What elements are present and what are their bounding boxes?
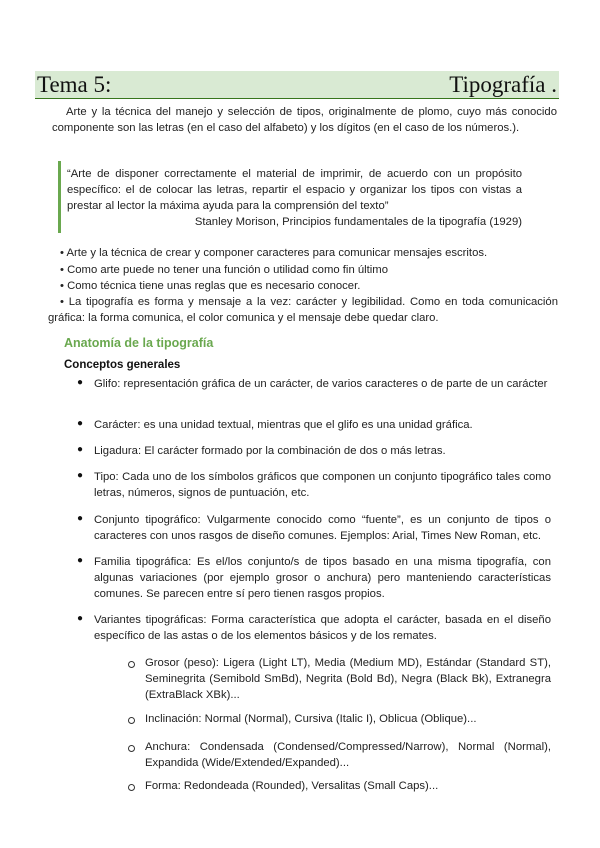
title-topic-name: Tipografía . [449,72,557,97]
section-heading: Anatomía de la tipografía [64,336,214,350]
bullet-dot-icon: ● [77,513,84,524]
variant-item: Inclinación: Normal (Normal), Cursiva (Italic I), Oblicua (Oblique)... [145,713,477,725]
bullet-dot-icon: ● [77,377,84,388]
title-bar [35,71,559,99]
bullet-item: • Como técnica tiene unas reglas que es necesario conocer. [60,280,361,292]
concept-item: Variantes tipográficas: Forma característica que adopta el carácter, basada en el diseño específico de las astas o de los elementos básicos y de los remates. [94,614,551,642]
bullet-item: • La tipografía es forma y mensaje a la vez: carácter y legibilidad. Como en toda comunicación gráfica: la forma comunica, el color comunica y el mensaje debe quedar claro. [48,296,558,324]
concept-item: Glifo: representación gráfica de un carácter, de varios caracteres o de parte de un carácter [94,378,548,390]
concept-item: Ligadura: El carácter formado por la combinación de dos o más letras. [94,445,446,457]
variant-item: Anchura: Condensada (Condensed/Compressed/Narrow), Normal (Normal), Expandida (Wide/Extended/Expanded)... [145,741,551,769]
quote-bar [58,161,61,233]
intro-paragraph: Arte y la técnica del manejo y selección de tipos, originalmente de plomo, cuyo más conocido componente son las letras (en el caso del alfabeto) y los dígitos (en el caso de los números.). [52,106,557,134]
circle-bullet-icon [128,717,135,724]
concept-item: Familia tipográfica: Es el/los conjunto/s de tipos basado en una misma tipografía, con algunas variaciones (por ejemplo grosor o anchura) pero manteniendo características comunes. Se parecen entre sí pero tienen rasgos propios. [94,556,551,600]
concept-item: Tipo: Cada uno de los símbolos gráficos que componen un conjunto tipográfico tales como letras, números, signos de puntuación, etc. [94,471,551,499]
quote-attribution: Stanley Morison, Principios fundamentales de la tipografía (1929) [194,216,522,228]
circle-bullet-icon [128,661,135,668]
bullet-dot-icon: ● [77,418,84,429]
bullet-dot-icon: ● [77,555,84,566]
bullet-item: • Como arte puede no tener una función o utilidad como fin último [60,264,388,276]
circle-bullet-icon [128,784,135,791]
title-topic-number: Tema 5: [37,72,112,97]
variant-item: Forma: Redondeada (Rounded), Versalitas (Small Caps)... [145,780,439,792]
bullet-dot-icon: ● [77,470,84,481]
circle-bullet-icon [128,745,135,752]
bullet-dot-icon: ● [77,613,84,624]
concept-item: Conjunto tipográfico: Vulgarmente conocido como “fuente”, es un conjunto de tipos o caracteres con unos rasgos de diseño comunes. Ejemplos: Arial, Times New Roman, etc. [94,514,551,542]
variant-item: Grosor (peso): Ligera (Light LT), Media (Medium MD), Estándar (Standard ST), Seminegrita (Semibold SmBd), Negrita (Bold Bd), Negra (Black Bk), Extranegra (ExtraBlack XBk)... [145,657,551,701]
bullet-dot-icon: ● [77,444,84,455]
sub-heading: Conceptos generales [64,359,181,371]
bullet-item: • Arte y la técnica de crear y componer caracteres para comunicar mensajes escritos. [60,247,488,259]
quote-text: “Arte de disponer correctamente el material de imprimir, de acuerdo con un propósito específico: el de colocar las letras, repartir el espacio y organizar los tipos con vistas a prestar al lector la máxima ayuda para la comprensión del texto” [67,168,522,212]
concept-item: Carácter: es una unidad textual, mientras que el glifo es una unidad gráfica. [94,419,473,431]
